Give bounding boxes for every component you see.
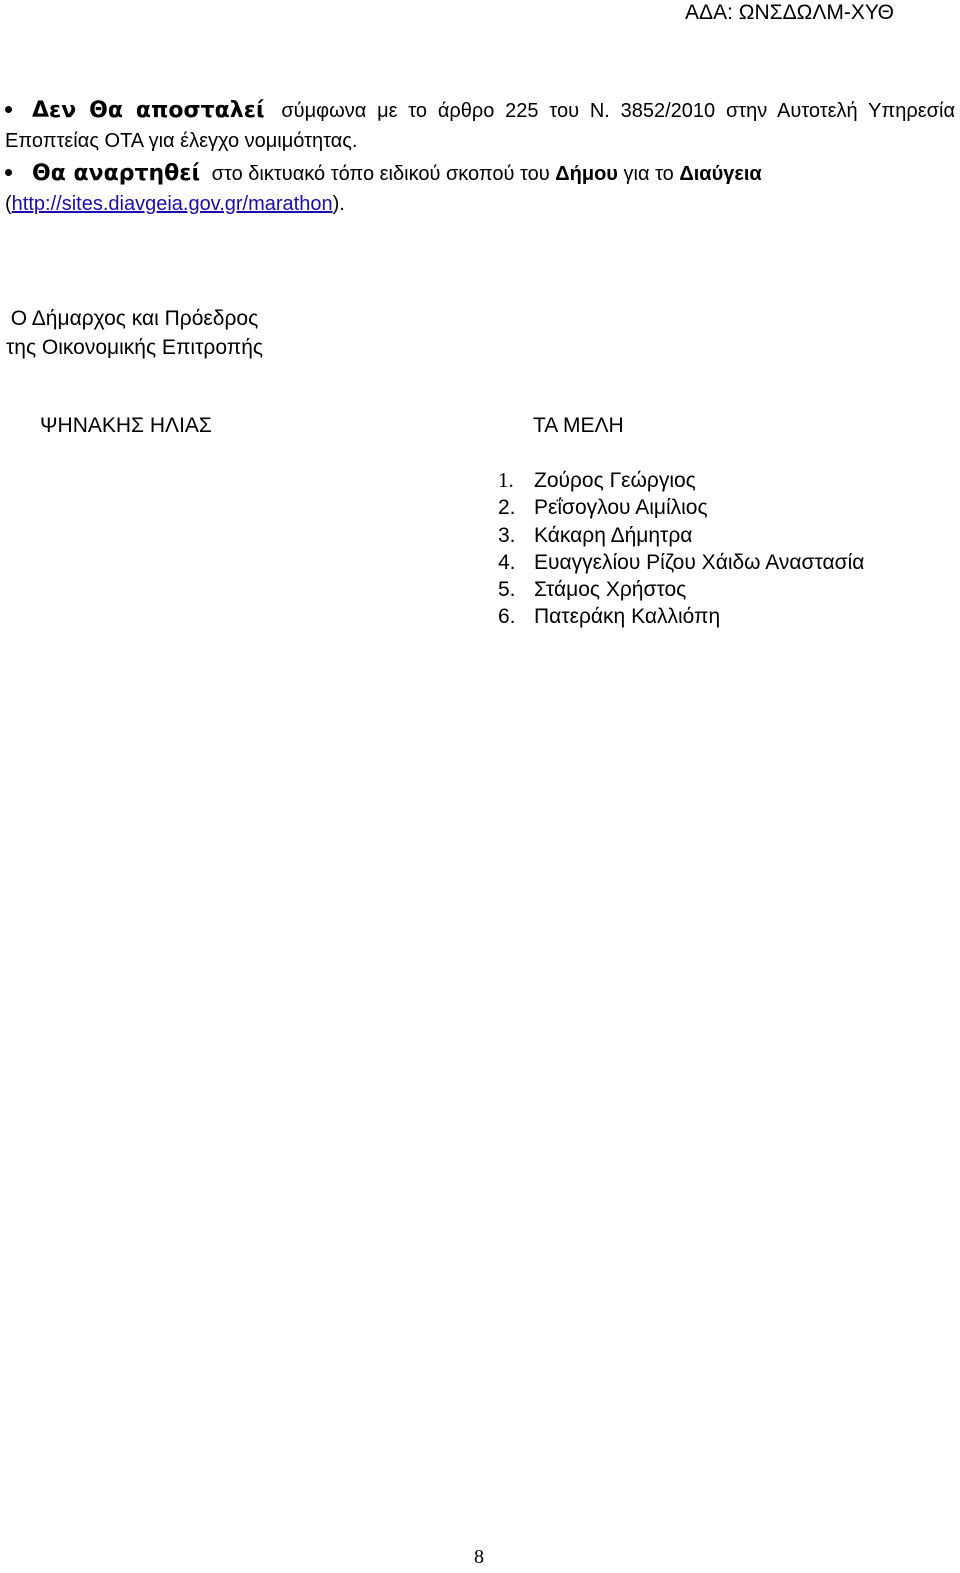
bullet-dot-icon [5, 106, 12, 113]
bullet-item-not-sent [5, 96, 955, 156]
ada-code: ΑΔΑ: ΩΝΣΔΩΛΜ-ΧΥΘ [685, 1, 894, 24]
page-number: 8 [474, 1546, 484, 1568]
member-number: 5. [498, 578, 516, 602]
member-number: 1. [498, 468, 514, 492]
mayor-title [6, 304, 263, 362]
member-number: 6. [498, 605, 516, 629]
member-name: Στάμος Χρήστος [534, 578, 687, 602]
bullet-bold-dimos: Δήμου [555, 163, 618, 185]
bullet-item-published [5, 159, 955, 219]
bullet-bold-diavgeia: Διαύγεια [679, 163, 762, 185]
member-name: Κάκαρη Δήμητρα [534, 523, 693, 547]
member-item [498, 549, 864, 576]
bullet-list [5, 96, 955, 222]
member-item [498, 494, 864, 521]
mayor-title-line1: Ο Δήμαρχος και Πρόεδρος [10, 307, 259, 330]
bullet-lead: Θα αναρτηθεί [32, 161, 201, 186]
bullet-lead: Δεν Θα αποσταλεί [32, 98, 265, 123]
bullet-dot-icon [5, 169, 12, 176]
mayor-title-line2: της Οικονομικής Επιτροπής [6, 336, 264, 359]
members-title: ΤΑ ΜΕΛΗ [533, 414, 624, 437]
paren-close: ). [332, 193, 345, 215]
paren-open: ( [5, 193, 12, 215]
member-item [498, 522, 864, 549]
bullet-text: σύμφωνα με το άρθρο 225 του Ν. 3852/2010 στην Αυτοτελή Υπηρεσία Εποπτείας ΟΤΑ για έλεγχο νομιμότητας. [5, 100, 955, 152]
member-number: 2. [498, 496, 516, 520]
member-item [498, 467, 864, 494]
member-item [498, 576, 864, 603]
member-name: Πατεράκη Καλλιόπη [534, 605, 721, 629]
member-number: 3. [498, 523, 516, 547]
bullet-text-mid: για το [623, 163, 674, 185]
member-name: Ρεΐσογλου Αιμίλιος [534, 496, 708, 520]
member-number: 4. [498, 550, 516, 574]
diavgeia-link[interactable]: http://sites.diavgeia.gov.gr/marathon [11, 193, 333, 215]
mayor-name: ΨΗΝΑΚΗΣ ΗΛΙΑΣ [40, 414, 212, 437]
bullet-text: στο δικτυακό τόπο ειδικού σκοπού του [211, 163, 550, 185]
members-list [498, 467, 864, 631]
member-name: Ευαγγελίου Ρίζου Χάιδω Αναστασία [534, 550, 865, 574]
member-name: Ζούρος Γεώργιος [534, 469, 696, 492]
member-item [498, 603, 864, 630]
